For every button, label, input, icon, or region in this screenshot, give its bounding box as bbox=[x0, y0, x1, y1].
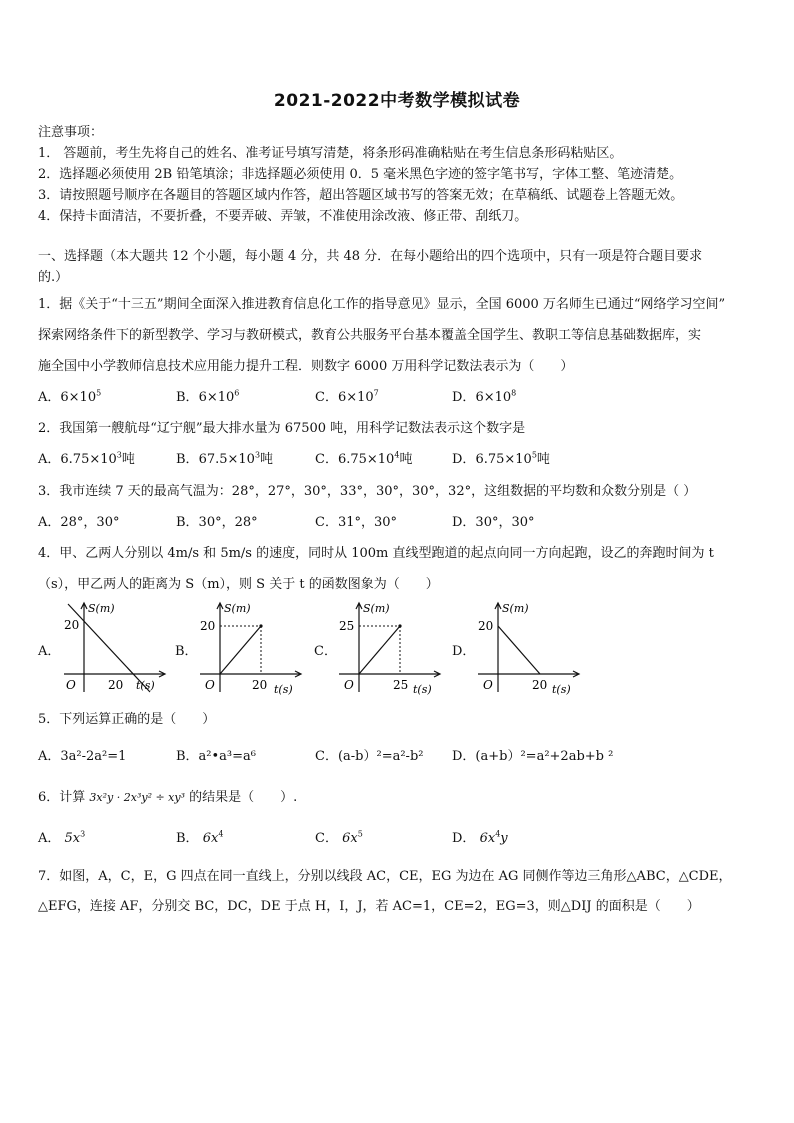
notice-item-3: 3．请按照题号顺序在各题目的答题区域内作答，超出答题区域书写的答案无效；在草稿纸、试题卷上答题无效。 bbox=[38, 188, 684, 203]
q3-text-line1: 3．我市连续 7 天的最高气温为：28°，27°，30°，33°，30°，30°，32°，这组数据的平均数和众数分别是（ ） bbox=[38, 484, 697, 499]
q4-option-d-label[interactable]: D． bbox=[452, 644, 476, 659]
q1-text-line2: 探索网络条件下的新型教学、学习与教研模式，教育公共服务平台基本覆盖全国学生、教职工等信息基础数据库，实 bbox=[38, 328, 702, 343]
notice-item-4: 4．保持卡面清洁，不要折叠，不要弄破、弄皱，不准使用涂改液、修正带、刮纸刀。 bbox=[38, 209, 528, 224]
q1-text-line3: 施全国中小学教师信息技术应用能力提升工程．则数字 6000 万用科学记数法表示为（ ） bbox=[38, 359, 574, 374]
notice-item-2: 2．选择题必须使用 2B 铅笔填涂；非选择题必须使用 0．5 毫米黑色字迹的签字笔书写，字体工整、笔迹清楚。 bbox=[38, 167, 683, 182]
q3-options bbox=[38, 511, 758, 529]
section-heading-line2: 的.） bbox=[38, 270, 69, 285]
q1-options bbox=[38, 386, 758, 404]
graph-line bbox=[498, 626, 540, 674]
q3-option-c[interactable]: C．31°，30° bbox=[315, 515, 398, 530]
graph-line bbox=[220, 626, 261, 674]
q1-option-b[interactable]: B．$6\times 10^6$ bbox=[176, 388, 240, 405]
q1-text-line1: 1．据《关于“十三五”期间全面深入推进教育信息化工作的指导意见》显示，全国 6000 万名师生已通过“网络学习空间” bbox=[38, 297, 726, 312]
q4-graph-d[interactable] bbox=[474, 598, 584, 698]
x-axis-label: t(s) bbox=[274, 683, 293, 696]
q4-text-line2: （s），甲乙两人的距离为 S（m），则 S 关于 t 的函数图象为（ ） bbox=[38, 577, 439, 592]
q6-prefix: 6．计算 bbox=[38, 790, 86, 805]
q6-option-c[interactable]: C． $6x^5$ bbox=[315, 829, 363, 846]
q1-option-d[interactable]: D．$6\times 10^8$ bbox=[452, 388, 517, 405]
y-axis-label: S(m) bbox=[88, 602, 115, 615]
y-value-label: 25 bbox=[339, 619, 355, 633]
q2-text-line1: 2．我国第一艘航母“辽宁舰”最大排水量为 67500 吨，用科学记数法表示这个数字是 bbox=[38, 421, 526, 436]
q5-option-b[interactable]: B．a²•a³=a⁶ bbox=[176, 749, 256, 764]
origin-label: O bbox=[483, 678, 493, 692]
q4-option-c-label[interactable]: C． bbox=[314, 644, 337, 659]
y-axis-label: S(m) bbox=[224, 602, 251, 615]
section-heading-line1: 一、选择题（本大题共 12 个小题，每小题 4 分，共 48 分．在每小题给出的四个选项中，只有一项是符合题目要求 bbox=[38, 249, 703, 264]
q3-option-d[interactable]: D．30°，30° bbox=[452, 515, 535, 530]
q4-graph-c[interactable] bbox=[335, 598, 445, 698]
q6-text-line1 bbox=[38, 786, 297, 805]
x-value-label: 20 bbox=[252, 678, 268, 692]
notice-item-1: 1． 答题前，考生先将自己的姓名、准考证号填写清楚，将条形码准确粘贴在考生信息条形码粘贴区。 bbox=[38, 146, 623, 161]
y-value-label: 20 bbox=[200, 619, 216, 633]
y-value-label: 20 bbox=[478, 619, 494, 633]
x-value-label: 20 bbox=[532, 678, 548, 692]
page-title: 2021-2022中考数学模拟试卷 bbox=[273, 91, 521, 111]
q6-option-b[interactable]: B． $6x^4$ bbox=[176, 829, 224, 846]
q4-graph-b[interactable] bbox=[196, 598, 306, 698]
q6-options bbox=[38, 827, 758, 845]
notice-heading: 注意事项： bbox=[38, 125, 104, 140]
q4-graphs bbox=[38, 598, 598, 698]
origin-label: O bbox=[344, 678, 354, 692]
q4-text-line1: 4．甲、乙两人分别以 4m/s 和 5m/s 的速度，同时从 100m 直线型跑道的起点向同一方向起跑，设乙的奔跑时间为 t bbox=[38, 546, 714, 561]
q6-option-d[interactable]: D． $6x^4y$ bbox=[452, 829, 508, 846]
q5-text-line1: 5．下列运算正确的是（ ） bbox=[38, 712, 216, 727]
q5-option-c[interactable]: C．(a-b）²=a²-b² bbox=[315, 749, 424, 764]
q1-option-a[interactable]: A．$6\times 10^5$ bbox=[38, 388, 102, 405]
y-axis-label: S(m) bbox=[502, 602, 529, 615]
x-value-label: 25 bbox=[393, 678, 409, 692]
q3-option-b[interactable]: B．30°，28° bbox=[176, 515, 258, 530]
x-axis-label: t(s) bbox=[413, 683, 432, 696]
q2-options bbox=[38, 448, 758, 466]
y-axis-label: S(m) bbox=[363, 602, 390, 615]
x-axis-label: t(s) bbox=[552, 683, 571, 696]
q1-option-c[interactable]: C．$6\times 10^7$ bbox=[315, 388, 379, 405]
q4-graph-a[interactable] bbox=[60, 598, 170, 698]
q2-option-a[interactable]: A．$6.75\times 10^3$吨 bbox=[38, 450, 135, 467]
q7-text-line2: △EFG，连接 AF，分别交 BC，DC，DE 于点 H，I，J，若 AC=1，CE=2，EG=3，则△DIJ 的面积是（ ） bbox=[38, 899, 700, 914]
y-value-label: 20 bbox=[64, 618, 80, 632]
x-axis-label: t(s) bbox=[136, 679, 155, 692]
q2-option-b[interactable]: B．$67.5\times 10^3$吨 bbox=[176, 450, 274, 467]
origin-label: O bbox=[205, 678, 215, 692]
q2-option-c[interactable]: C．$6.75\times 10^4$吨 bbox=[315, 450, 413, 467]
q5-option-a[interactable]: A．3a²-2a²=1 bbox=[38, 749, 127, 764]
q5-option-d[interactable]: D．(a+b）²=a²+2ab+b ² bbox=[452, 749, 614, 764]
q7-text-line1: 7．如图，A，C，E，G 四点在同一直线上，分别以线段 AC，CE，EG 为边在 AG 同侧作等边三角形△ABC，△CDE， bbox=[38, 869, 732, 884]
q2-option-d[interactable]: D．$6.75\times 10^5$吨 bbox=[452, 450, 550, 467]
q6-option-a[interactable]: A． $5x^3$ bbox=[38, 829, 86, 846]
q4-option-b-label[interactable]: B． bbox=[175, 644, 198, 659]
q3-option-a[interactable]: A．28°，30° bbox=[38, 515, 120, 530]
end-point bbox=[259, 624, 262, 627]
origin-label: O bbox=[66, 678, 76, 692]
q6-expression: 3x²y · 2x³y² ÷ xy³ bbox=[89, 791, 186, 804]
x-value-label: 20 bbox=[108, 678, 124, 692]
q5-options bbox=[38, 745, 758, 763]
q4-option-a-label[interactable]: A． bbox=[38, 644, 61, 659]
end-point bbox=[398, 624, 401, 627]
q6-suffix: 的结果是（ ）. bbox=[189, 790, 298, 805]
graph-line bbox=[359, 626, 400, 674]
